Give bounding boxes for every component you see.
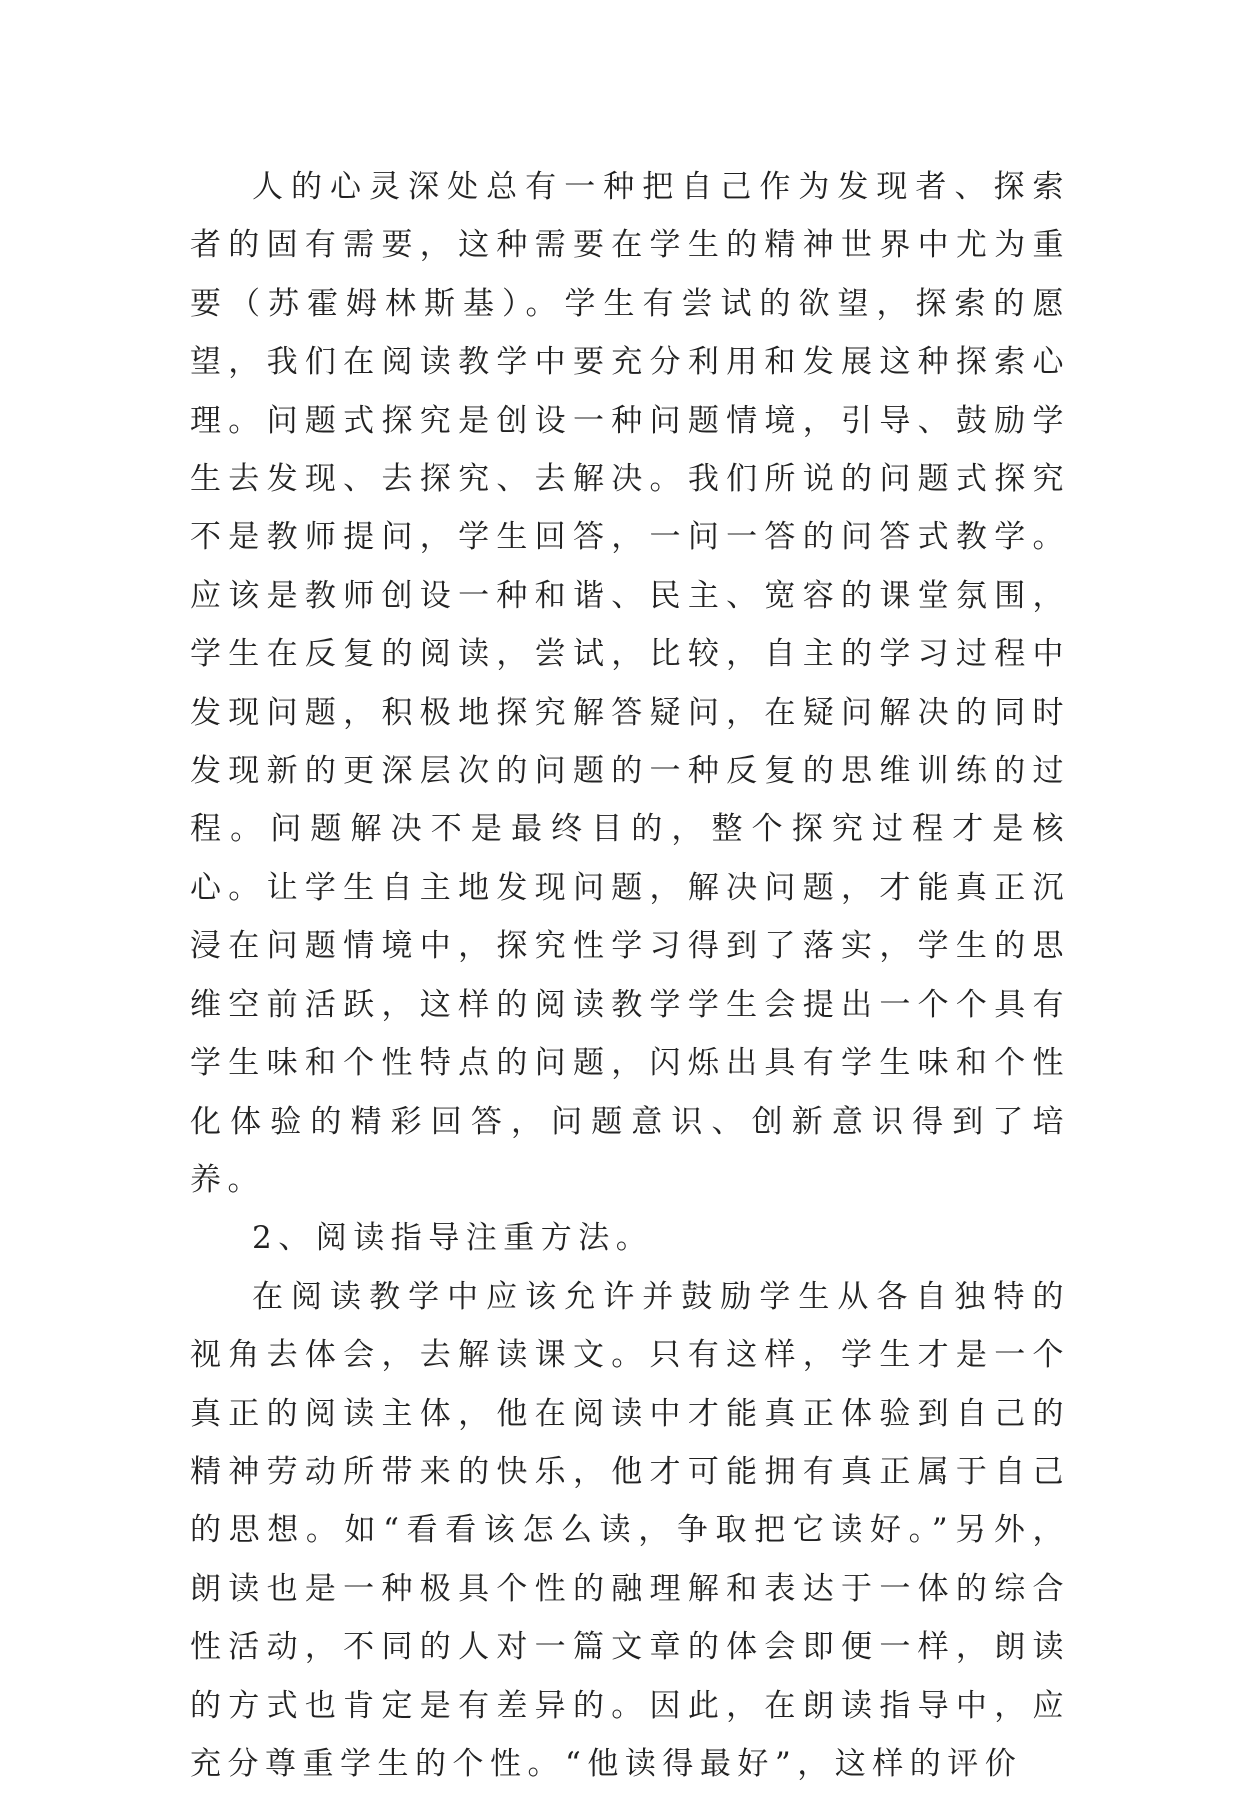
paragraph-inquiry: 人的心灵深处总有一种把自己作为发现者、探索者的固有需要，这种需要在学生的精神世界中尤为重要（苏霍姆林斯基）。学生有尝试的欲望，探索的愿望，我们在阅读教学中要充分利用和发展这种探索心理。问题式探究是创设一种问题情境，引导、鼓励学生去发现、去探究、去解决。我们所说的问题式探究不是教师提问，学生回答，一问一答的问答式教学。应该是教师创设一种和谐、民主、宽容的课堂氛围，学生在反复的阅读，尝试，比较，自主的学习过程中发现问题，积极地探究解答疑问，在疑问解决的同时发现新的更深层次的问题的一种反复的思维训练的过程。问题解决不是最终目的，整个探究过程才是核心。让学生自主地发现问题，解决问题，才能真正沉浸在问题情境中，探究性学习得到了落实，学生的思维空前活跃，这样的阅读教学学生会提出一个个具有学生味和个性特点的问题，闪烁出具有学生味和个性化体验的精彩回答，问题意识、创新意识得到了培养。 <box>190 169 1070 1198</box>
section-heading-reading-guidance: 2、阅读指导注重方法。 <box>252 1220 654 1257</box>
paragraph-reading-method: 在阅读教学中应该允许并鼓励学生从各自独特的视角去体会，去解读课文。只有这样，学生才是一个真正的阅读主体，他在阅读中才能真正体验到自己的精神劳动所带来的快乐，他才可能拥有真正属于自己的思想。如“看看该怎么读，争取把它读好。”另外，朗读也是一种极具个性的融理解和表达于一体的综合性活动，不同的人对一篇文章的体会即便一样，朗读的方式也肯定是有差异的。因此，在朗读指导中，应充分尊重学生的个性。“他读得最好”，这样的评价 <box>190 1278 1070 1782</box>
body-text <box>190 158 1070 1793</box>
